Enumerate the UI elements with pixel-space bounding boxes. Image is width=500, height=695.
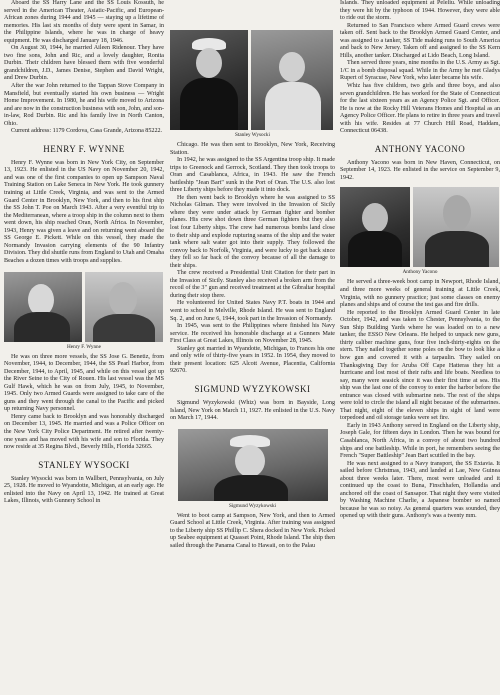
paragraph: Returned to San Francisco where Armed Guard crews were taken off. Sent back to the Brooklyn Armed Guard Center, and was assigned to a tanker, SS Tide making runs to South America and back to New Jersey. Taken off and assigned to the SS Kern Hills, another tanker. Discharged at Lido Beach, Long Island. [340,22,500,59]
paragraph: Stanley Wysocki was born in Wallbert, Pennsylvania, on July 25, 1928. He moved to Wyandotte, Michigan, at an early age. He enlisted into the Navy on April 13, 1942. He trained at Great Lakes, Illinois, with Gunnery School in [4,475,164,505]
photo-stanley-wysocki-older [251,30,333,130]
paragraph: Henry F. Wynne was born in New York City, on September 13, 1923. He enlisted in the US Navy on November 20, 1942, and was one of the first companies to open up Sampson Naval Training Station on Lake Seneca in New York. He took gunnery training at Little Creek, Virginia, and was sent to the Armed Guard Center in Brooklyn, New York, and then to his first ship the SS John T. Poe on March 1943. After a very eventful trip to the Mediterranean, where a troop ship in the column next to them went down, his ship reached Oran, North Africa. In November, 1943, Henry was given a leave and on returning went aboard the SS George E. Pickett. While on this vessel, they made the Normandy Invasion carrying elements of the 90 Infantry Division. They did shuttle runs from England to Utah and Omaha Beaches a dozen times with troops and supplies. [4,159,164,264]
paragraph: Aboard the SS Harry Lane and the SS Louis Kossuth, he served in the American Theater, Asiatic-Pacific, and European-African zones during 1944 and 1945 — staying up a lifetime of memories. His last six months of duty were spent in Samar, in the Philippine Islands, where he was in charge of heavy equipment. He was discharged January 18, 1946. [4,0,164,44]
photo-anthony-yacono-pair [340,187,500,267]
photo-henry-wynne-older [85,272,163,342]
column-3 [340,0,500,695]
paragraph: He served a three-week boot camp in Newport, Rhode Island, and three more weeks of general training at Little Creek, Virginia, with no gunnery practice; just some classes on enemy planes and ships and of course the test gas and fire drills. [340,279,500,309]
paragraph: He was next assigned to a Navy transport, the SS Extavia. It sailed before Christmas, 1943, and landed at Lae, New Guinea about three weeks later. There, most were unloaded and it continued up the coast to Buna, Finschhafen, Hollandia and anchored off the coast of Sansapor. That night they were visited by Washing Machine Charlie, a Japanese bomber so named because he was so noisy. As general quarters was sounded, they opened up with their guns. Anthony's was a twenty mm. [340,460,500,520]
paragraph: Anthony Yacono was born in New Haven, Connecticut, on September 14, 1923. He enlisted in the service on September 9, 1942. [340,159,500,181]
photo-henry-wynne-young [4,272,82,342]
photo-caption: Sigmund Wyzykowski [228,502,276,509]
photo-caption: Stanley Wysocki [235,132,270,138]
paragraph: Sigmund Wyzykowski (Whiz) was born in Bayside, Long Island, New York on March 11, 1927. He enlisted in the U.S. Navy on March 17, 1944. [170,399,335,422]
section-heading-sigmund-wyzykowski: SIGMUND WYZYKOWSKI [194,383,311,394]
photo-anthony-yacono-young [340,187,410,267]
section-heading-henry-wynne: HENRY F. WYNNE [43,143,125,154]
column-2 [170,0,335,695]
photo-caption: Henry F. Wynne [67,343,101,350]
photo-stanley-wysocki-young [170,30,248,130]
paragraph: In 1945, was sent to the Philippines where finished his Navy service. He received his honorable discharge at a Gunners Mate First Class at Great Lakes, Illinois on November 28, 1945. [170,323,335,345]
paragraph: After the war John returned to the Tappan Stove Company in Mansfield, but eventually started his own business — Wright Home Improvement. In 1980, he and his wife moved to Arizona and are now in the construction business with son, John, and son-in-law, Rod Durbin. Ric and his family live in North Canton, Ohio. [4,83,164,127]
paragraph: Stanley got married in Wyandotte, Michigan, to Frances his one and only wife of thirty-five years in 1952. In 1954, they moved to their present location: 625 Alcott Avenue, Placentia, California 92670. [170,345,335,375]
photo-anthony-yacono-older [413,187,499,267]
paragraph: He volunteered for United States Navy P.T. boats in 1944 and went to school in Melville, Rhode Island. He was sent to England Sq. 2, and on June 6, 1944, took part in the Invasion of Normandy. [170,300,335,322]
photo-caption: Anthony Yacono [402,269,438,276]
paragraph: The crew received a Presidential Unit Citation for their part in the Invasion of Sicily. Stanley also received a broken arm from the recoil of the 3" gun and received treatment at the Gibraltar hospital during their stop there. [170,270,335,299]
paragraph: In 1942, he was assigned to the SS Argentina troop ship. It made trips to Greenock and Gerrock, Scotland. They then took troops to Oran and Casablanca, Africa, in 1943. He saw the French battleship "Jean Bart" sunk in the Port of Oran. The U.S. also lost three Liberty ships before they made it into dock. [170,157,335,194]
paragraph: Islands. They unloaded equipment at Peleliu. While unloading they were hit by the typhoon of 1944. However, they were able to ride out the storm. [340,0,500,22]
paragraph: Then served three years, nine months in the U.S. Army as Sgt. 1/C in a bomb disposal squad. While in the Army he met Gladys Rupert of Syracuse, New York, who later became his wife. [340,60,500,82]
photo-stanley-wysocki-pair [170,30,335,130]
paragraph: Early in 1943 Anthony served in England on the Liberty ship, Joseph Gale, for fifteen days in London. Then he was bound for Casablanca, North Africa, in a convoy of about two hundred ships and one battleship. While in port, he remembers seeing the French "Super Battleship" Jean Bart scuttled in the bay. [340,422,500,460]
paragraph: Chicago. He was then sent to Brooklyn, New York, Receiving Station. [170,142,335,156]
paragraph: He was on three more vessels, the SS Jose G. Benetiz, from November, 1944, to December, 1944, the SS Pearl Harbor, from December, 1944, to April, 1945, and while on this vessel got up the River Seine to the City of Rouen. His last vessel was the MS Gulf Hawk, which he was on from July, 1945, to November, 1945. Only two Armed Guards were assigned to take care of the guns and they went through the canal to the Pacific and picked up returning Navy personnel. [4,353,164,413]
column-1 [4,0,164,695]
section-heading-stanley-wysocki: STANLEY WYSOCKI [38,459,130,470]
paragraph: He then went back to Brooklyn where he was assigned to SS Nicholas Gilman. They were involved in the Invasion of Sicily where they were under attack by German fighter and bomber planes. His crew shot down three German fighters but they also lost four Liberty ships. The crew had numerous bombs land close to their ship and explode rupturing seams of the ship and the water tank where salt water got into their supply. They followed the convoy back to Norfolk, Virginia, and were lucky to get back since they fell so far back of the convoy because of all the damage to their ships. [170,194,335,269]
paragraph: He reported to the Brooklyn Armed Guard Center in late October, 1942, and was taken to Chester, Pennsylvania, to the Sun Ship Building Yards where he was loaded on to a new tanker, the ESSO New Orleans. He helped to unpack new guns, thirty caliber machine guns, four five inch-thirty-eights on the stern. They nailed together some poles on the bow to look like a bow gun and covered it with a tarpaulin. They sailed on Thanksgiving Day for Aruba Off Cape Hatteras they hit a hurricane and lost most of their rafts and life boats. Needless to say, many were seasick since it was their first time at sea. His ship was the last one of the convoy to enter the harbor before the entrance was closed with submarine nets. The rest of the ships were told to circle the island all night because of the submarines. That night, eight of the eleven ships in sight of land were torpedoed and oil storage tanks were set fire. [340,309,500,422]
paragraph: Current address: 1179 Cordova, Casa Grande, Arizona 85222. [11,128,163,135]
paragraph: Whiz has five children, two girls and three boys, and also seven grandchildren. He has worked for the State of Connecticut for the last sixteen years as an Agency Police Sgt. and Officer. He is now at the Rocky Hill Veterans Homes and Hospital as an Agency Police Officer. He plans to retire in three years and travel with his wife. Resides at 77 Church Hill Road, Haddam, Connecticut 06438. [340,83,500,135]
photo-sigmund-wyzykowski [178,429,328,501]
section-heading-anthony-yacono: ANTHONY YACONO [374,143,466,154]
photo-henry-wynne-pair [4,272,164,342]
paragraph: On August 30, 1944, he married Aileen Ridenour. They have two fine sons, John and Ric, and a lovely daughter, Ronita Durbin. Their children have blessed them with five wonderful grandchildren, J.D., James Denise, Stephen and David Wright, and Drew Durbin. [4,45,164,82]
paragraph: Went to boot camp at Sampson, New York, and then to Armed Guard School at Little Creek, Virginia. After training was assigned to the Liberty ship SS Phillip C. Shera docked in New York. Picked up Seabee equipment at Quasset Point, Rhode Island. The ship then sailed through the Panama Canal to Hawaii, on to the Palau [170,512,335,549]
paragraph: Henry came back to Brooklyn and was honorably discharged on December 13, 1945. He married and was a Police Officer on the New York City Police Department. He retired after twenty-one years and has moved with his wife and son to Florida. They now reside at 35 Regina Blvd., Beverly Hills, Florida 32665. [4,413,164,451]
